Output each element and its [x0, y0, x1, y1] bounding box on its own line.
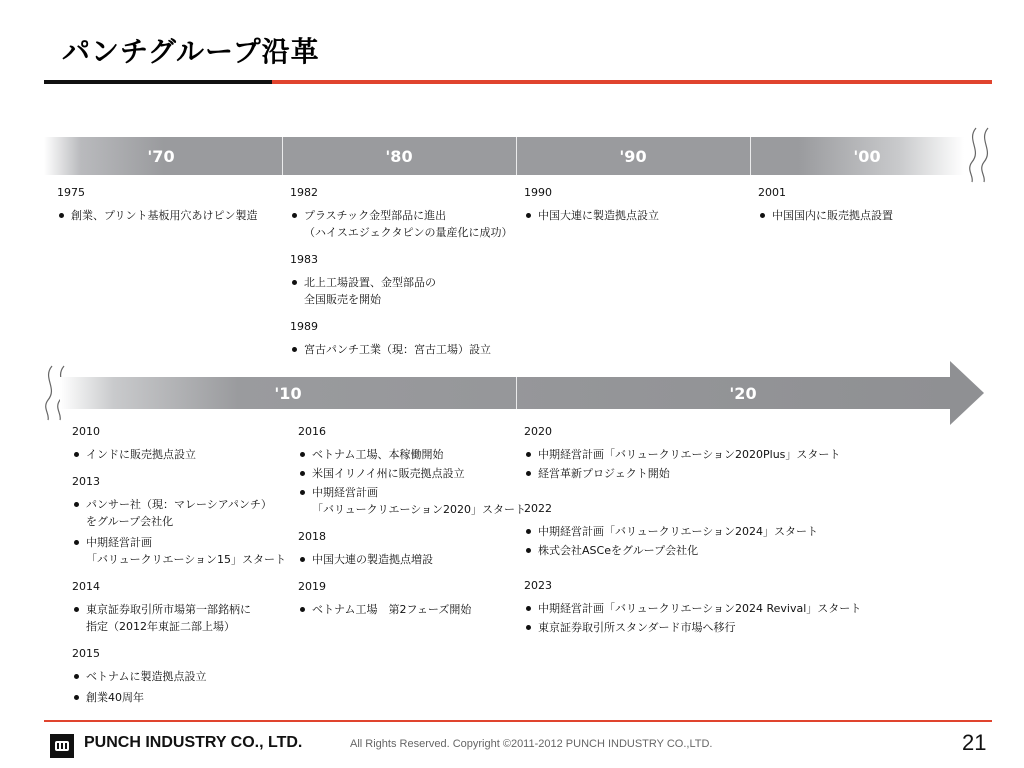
decade-label-70: '70 — [147, 146, 175, 166]
year-label: 2010 — [72, 425, 100, 438]
page-title: パンチグループ沿革 — [62, 35, 320, 68]
decade-label-20: '20 — [729, 383, 757, 403]
column-2010s-a — [72, 423, 286, 706]
year-label: 1989 — [290, 320, 318, 333]
column-1990s — [524, 184, 659, 224]
year-label: 2020 — [524, 425, 552, 438]
year-label: 2023 — [524, 579, 552, 592]
decade-label-80: '80 — [385, 146, 413, 166]
history-item: 中期経営計画「バリュークリエーション2024」スタート — [524, 523, 861, 540]
year-label: 2015 — [72, 647, 100, 660]
history-item: インドに販売拠点設立 — [72, 446, 286, 463]
history-item: 中期経営計画「バリュークリエーション2020Plus」スタート — [524, 446, 861, 463]
history-item: 東京証券取引所市場第一部銘柄に — [72, 601, 286, 618]
history-item: 北上工場設置、金型部品の — [290, 274, 512, 291]
column-2000s — [758, 184, 893, 224]
history-item: 株式会社ASCeをグループ会社化 — [524, 542, 861, 559]
history-item-cont: 全国販売を開始 — [304, 293, 381, 306]
column-2010s-b — [298, 423, 526, 618]
history-item-cont: 「バリュークリエーション2020」スタート — [312, 503, 527, 516]
history-item: 経営革新プロジェクト開始 — [524, 465, 861, 482]
year-label: 2018 — [298, 530, 326, 543]
decade-label-90: '90 — [619, 146, 647, 166]
decade-band-bottom — [60, 377, 950, 409]
history-item: 創業40周年 — [72, 689, 286, 706]
company-logo-text: PUNCH INDUSTRY CO., LTD. — [84, 734, 303, 751]
year-label: 2019 — [298, 580, 326, 593]
history-item: ベトナムに製造拠点設立 — [72, 668, 286, 685]
history-item: 中期経営計画 — [298, 484, 526, 501]
year-label: 2016 — [298, 425, 326, 438]
history-item-cont: （ハイスエジェクタピンの量産化に成功） — [304, 226, 513, 239]
decade-label-00: '00 — [853, 146, 881, 166]
year-label: 1975 — [57, 186, 85, 199]
year-label: 1983 — [290, 253, 318, 266]
footer-rule — [44, 720, 992, 722]
history-item: 中期経営計画「バリュークリエーション2024 Revival」スタート — [524, 600, 861, 617]
year-label: 2014 — [72, 580, 100, 593]
year-label: 1982 — [290, 186, 318, 199]
history-item: ベトナム工場、本稼働開始 — [298, 446, 526, 463]
title-rule-black — [44, 80, 272, 84]
history-item: 中国大連の製造拠点増設 — [298, 551, 526, 568]
history-item-cont: をグループ会社化 — [86, 515, 174, 528]
history-item: 東京証券取引所スタンダード市場へ移行 — [524, 619, 861, 636]
history-item: 米国イリノイ州に販売拠点設立 — [298, 465, 526, 482]
column-1970s — [57, 184, 258, 224]
history-item: 創業、プリント基板用穴あけピン製造 — [57, 207, 258, 224]
year-label: 2001 — [758, 186, 786, 199]
history-item: パンサー社（現：マレーシアパンチ） — [72, 496, 286, 513]
decade-label-10: '10 — [274, 383, 302, 403]
column-2020s — [524, 423, 861, 636]
page-number: 21 — [962, 730, 987, 755]
history-item-cont: 「バリュークリエーション15」スタート — [86, 553, 287, 566]
title-rule-red — [272, 80, 992, 84]
history-item: 中期経営計画 — [72, 534, 286, 551]
year-label: 1990 — [524, 186, 552, 199]
year-label: 2022 — [524, 502, 552, 515]
history-item: ベトナム工場 第2フェーズ開始 — [298, 601, 526, 618]
year-label: 2013 — [72, 475, 100, 488]
history-item: 宮古パンチ工業（現：宮古工場）設立 — [290, 341, 512, 358]
column-1980s — [290, 184, 512, 358]
timeline-break-icon — [964, 124, 1000, 184]
decade-band-top — [44, 137, 964, 175]
history-item: 中国大連に製造拠点設立 — [524, 207, 659, 224]
history-item-cont: 指定（2012年東証二部上場） — [86, 620, 235, 633]
copyright-notice: All Rights Reserved. Copyright ©2011-2012 PUNCH INDUSTRY CO.,LTD. — [350, 738, 713, 750]
punch-logo-icon — [50, 734, 74, 758]
history-item: プラスチック金型部品に進出 — [290, 207, 512, 224]
history-item: 中国国内に販売拠点設置 — [758, 207, 893, 224]
timeline-arrowhead — [950, 361, 984, 425]
